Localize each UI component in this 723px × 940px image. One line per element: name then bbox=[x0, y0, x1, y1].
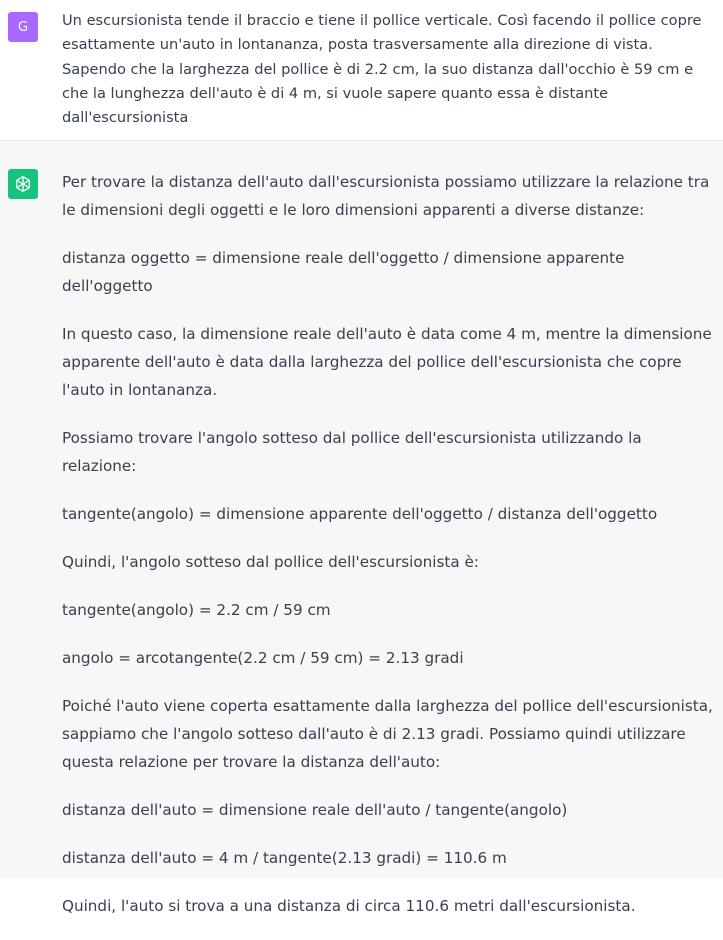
user-message bbox=[0, 0, 723, 141]
assistant-paragraph: In questo caso, la dimensione reale dell'auto è data come 4 m, mentre la dimensione apparente dell'auto è data dalla larghezza del pollice dell'escursionista che copre l'auto in lontananza. bbox=[62, 325, 712, 399]
assistant-paragraph: distanza dell'auto = 4 m / tangente(2.13 gradi) = 110.6 m bbox=[62, 849, 507, 867]
user-avatar bbox=[8, 12, 38, 42]
assistant-paragraph: Possiamo trovare l'angolo sotteso dal pollice dell'escursionista utilizzando la relazione: bbox=[62, 429, 642, 475]
assistant-paragraph: distanza oggetto = dimensione reale dell'oggetto / dimensione apparente dell'oggetto bbox=[62, 249, 625, 295]
openai-logo-icon bbox=[13, 174, 33, 194]
assistant-paragraph: tangente(angolo) = dimensione apparente dell'oggetto / distanza dell'oggetto bbox=[62, 505, 658, 523]
assistant-avatar bbox=[8, 169, 38, 199]
assistant-paragraph: angolo = arcotangente(2.2 cm / 59 cm) = 2.13 gradi bbox=[62, 649, 464, 667]
assistant-paragraph: Quindi, l'auto si trova a una distanza di circa 110.6 metri dall'escursionista. bbox=[62, 897, 636, 915]
assistant-message bbox=[0, 141, 723, 915]
user-message-text: Un escursionista tende il braccio e tiene il pollice verticale. Così facendo il pollice copre esattamente un'auto in lontananza, posta trasversamente alla direzione di vista. Sapendo che la larghezza del pollice è di 2.2 cm, la suo distanza dall'occhio è 59 cm e che la lunghezza dell'auto è di 4 m, si vuole sapere quanto essa è distante dall'escursionista bbox=[62, 12, 702, 127]
assistant-message-body bbox=[62, 168, 718, 940]
user-avatar-letter: G bbox=[17, 19, 29, 35]
assistant-paragraph: distanza dell'auto = dimensione reale dell'auto / tangente(angolo) bbox=[62, 801, 568, 819]
assistant-paragraph: Poiché l'auto viene coperta esattamente dalla larghezza del pollice dell'escursionista, sappiamo che l'angolo sotteso dall'auto è di 2.13 gradi. Possiamo quindi utilizzare questa relazione per trovare la distanza dell'auto: bbox=[62, 697, 713, 771]
assistant-paragraph: Per trovare la distanza dell'auto dall'escursionista possiamo utilizzare la relazione tra le dimensioni degli oggetti e le loro dimensioni apparenti a diverse distanze: bbox=[62, 173, 710, 219]
assistant-paragraph: Quindi, l'angolo sotteso dal pollice dell'escursionista è: bbox=[62, 553, 479, 571]
assistant-paragraph: tangente(angolo) = 2.2 cm / 59 cm bbox=[62, 601, 331, 619]
